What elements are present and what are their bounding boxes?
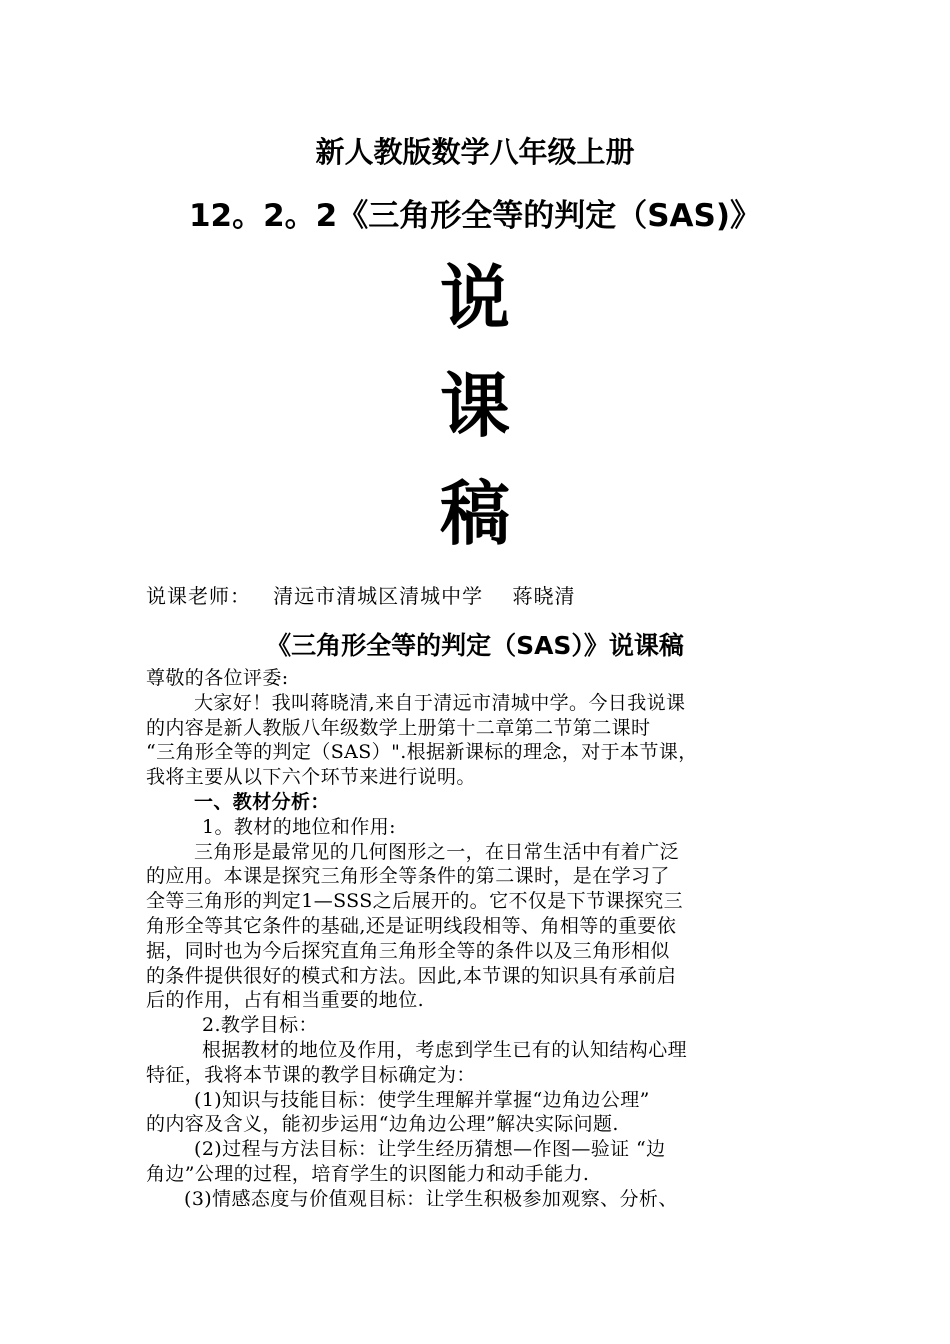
body-text-line: (3)情感态度与价值观目标：让学生积极参加观察、分析、 [184, 1187, 678, 1210]
body-text-line: 全等三角形的判定1—SSS之后展开的。它不仅是下节课探究三 [146, 890, 684, 913]
document-title: 《三角形全等的判定（SAS）》说课稿 [266, 631, 684, 660]
body-text-line: 2.教学目标： [202, 1014, 318, 1037]
section-heading: 一、教材分析： [194, 790, 330, 813]
subject-title: 新人教版数学八年级上册 [315, 135, 635, 169]
body-text-line: 后的作用，占有相当重要的地位. [146, 989, 425, 1012]
author-line: 说课老师： 清远市清城区清城中学 蒋晓清 [146, 584, 576, 608]
body-text-line: 角形全等其它条件的基础,还是证明线段相等、角相等的重要依 [146, 914, 677, 937]
document-body [146, 666, 826, 1212]
body-text-line: 我将主要从以下六个环节来进行说明。 [146, 766, 476, 789]
body-text-line: “三角形全等的判定（SAS）".根据新课标的理念，对于本节课， [146, 741, 698, 764]
body-text-line: 的内容及含义，能初步运用“边角边公理”解决实际问题. [146, 1113, 619, 1136]
body-text-line: (1)知识与技能目标：使学生理解并掌握“边角边公理” [194, 1088, 650, 1111]
body-text-line: 特征，我将本节课的教学目标确定为： [146, 1063, 476, 1086]
body-text-line: 大家好！我叫蒋晓清,来自于清远市清城中学。今日我说课 [194, 691, 686, 714]
body-text-line: 的内容是新人教版八年级数学上册第十二章第二节第二课时 [146, 716, 651, 739]
cover-char-shuo: 说 [440, 257, 510, 339]
cover-char-ke: 课 [440, 365, 510, 447]
lesson-title: 12。2。2《三角形全等的判定（SAS)》 [188, 198, 762, 234]
body-text-line: (2)过程与方法目标：让学生经历猜想—作图—验证 “边 [194, 1138, 666, 1161]
body-text-line: 的应用。本课是探究三角形全等条件的第二课时，是在学习了 [146, 865, 670, 888]
cover-char-gao: 稿 [440, 473, 510, 555]
body-text-line: 根据教材的地位及作用，考虑到学生已有的认知结构心理 [202, 1038, 688, 1061]
body-text-line: 1。教材的地位和作用: [202, 815, 396, 838]
body-text-line: 角边”公理的过程，培育学生的识图能力和动手能力. [146, 1162, 590, 1185]
body-text-line: 据，同时也为今后探究直角三角形全等的条件以及三角形相似 [146, 939, 670, 962]
body-text-line: 的条件提供很好的模式和方法。因此,本节课的知识具有承前启 [146, 964, 677, 987]
body-text-line: 尊敬的各位评委: [146, 667, 289, 689]
body-text-line: 三角形是最常见的几何图形之一，在日常生活中有着广泛 [194, 840, 680, 863]
